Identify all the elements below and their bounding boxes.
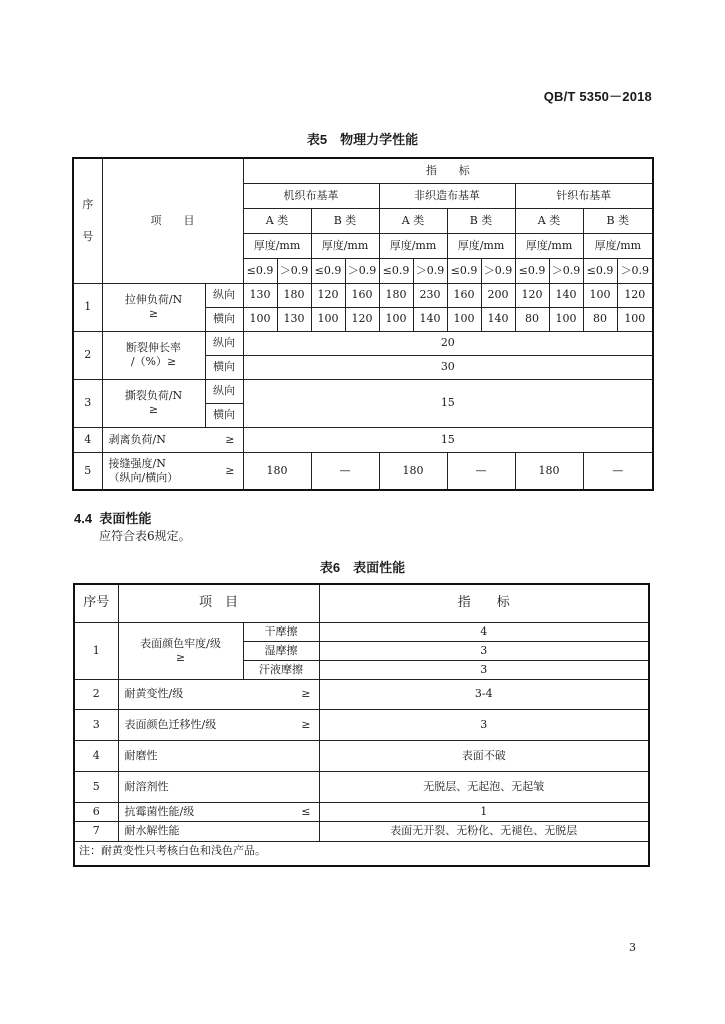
t5-row-item: 撕裂负荷/N ≥ <box>102 379 205 427</box>
t6-row-item: 抗霉菌性能/级 ≤ <box>118 802 319 821</box>
t5-range: ＞0.9 <box>413 258 447 283</box>
t6-row-item: 耐溶剂性 <box>118 771 319 802</box>
t5-class: A 类 <box>515 208 583 233</box>
standard-code: QB/T 5350－2018 <box>543 89 652 104</box>
table-row <box>73 427 653 452</box>
t6-item-header: 项 目 <box>118 584 319 622</box>
t5-cell: 15 <box>243 379 653 427</box>
t5-group-nonwoven: 非织造布基革 <box>379 183 515 208</box>
table-row <box>74 622 649 641</box>
table-row <box>73 379 653 403</box>
t6-row-item: 耐黄变性/级 ≥ <box>118 679 319 709</box>
t5-cell: 140 <box>413 307 447 331</box>
t5-direction: 横向 <box>205 355 243 379</box>
t6-row-item: 表面颜色迁移性/级 ≥ <box>118 709 319 740</box>
t6-note: 注：耐黄变性只考核白色和浅色产品。 <box>74 841 649 866</box>
t5-cell: 180 <box>515 452 583 490</box>
t5-row-no: 1 <box>73 283 102 331</box>
t5-group-knitted: 针织布基革 <box>515 183 653 208</box>
t5-cell: 130 <box>243 283 277 307</box>
t5-cell: 120 <box>617 283 653 307</box>
t5-row-no: 2 <box>73 331 102 379</box>
t5-direction: 纵向 <box>205 331 243 355</box>
t5-range: ≤0.9 <box>447 258 481 283</box>
t5-cell: 100 <box>549 307 583 331</box>
t5-row-no: 5 <box>73 452 102 490</box>
t5-range: ≤0.9 <box>379 258 413 283</box>
section-text: 应符合表6规定。 <box>99 529 191 543</box>
t5-cell: — <box>311 452 379 490</box>
t6-row-item: 表面颜色牢度/级 ≥ <box>118 622 243 679</box>
t5-cell: 30 <box>243 355 653 379</box>
table5-title: 表5 物理力学性能 <box>306 132 419 147</box>
t6-cell: 3-4 <box>319 679 649 709</box>
t6-sub-item: 湿摩擦 <box>243 641 319 660</box>
t5-row-item: 剥离负荷/N ≥ <box>102 427 243 452</box>
t5-cell: 180 <box>379 283 413 307</box>
t5-range: ≤0.9 <box>515 258 549 283</box>
t5-cell: 100 <box>447 307 481 331</box>
t6-row-no: 4 <box>74 740 118 771</box>
t5-cell: 230 <box>413 283 447 307</box>
t5-cell: 15 <box>243 427 653 452</box>
t5-cell: 100 <box>583 283 617 307</box>
t5-cell: 130 <box>277 307 311 331</box>
table-row <box>74 802 649 821</box>
table6-surface-performance <box>73 583 650 867</box>
t5-range: ＞0.9 <box>481 258 515 283</box>
t5-cell: 180 <box>243 452 311 490</box>
t5-cell: 80 <box>583 307 617 331</box>
t5-item-header: 项 目 <box>102 158 243 283</box>
table6-title: 表6 表面性能 <box>319 560 406 575</box>
t6-seq-header: 序号 <box>74 584 118 622</box>
t6-cell: 表面不破 <box>319 740 649 771</box>
table-row <box>73 283 653 307</box>
t6-cell: 4 <box>319 622 649 641</box>
t5-cell: 120 <box>345 307 379 331</box>
t6-cell: 3 <box>319 641 649 660</box>
t5-range: ＞0.9 <box>549 258 583 283</box>
t5-cell: 100 <box>311 307 345 331</box>
t5-cell: 180 <box>277 283 311 307</box>
t5-group-woven: 机织布基革 <box>243 183 379 208</box>
t5-range: ≤0.9 <box>583 258 617 283</box>
t5-range: ＞0.9 <box>345 258 379 283</box>
t6-row-no: 6 <box>74 802 118 821</box>
t6-row-no: 2 <box>74 679 118 709</box>
t5-row-no: 3 <box>73 379 102 427</box>
table-row <box>74 679 649 709</box>
t5-cell: 140 <box>549 283 583 307</box>
t6-sub-item: 汗液摩擦 <box>243 660 319 679</box>
t5-class: B 类 <box>311 208 379 233</box>
section-heading: 4.4 表面性能 <box>74 511 152 526</box>
t5-cell: 100 <box>617 307 653 331</box>
t5-row-item: 接缝强度/N （纵向/横向） ≥ <box>102 452 243 490</box>
t5-cell: 120 <box>311 283 345 307</box>
t5-seq-header: 序 号 <box>73 158 102 283</box>
t5-cell: 180 <box>379 452 447 490</box>
table-row <box>74 771 649 802</box>
t5-class: B 类 <box>447 208 515 233</box>
t5-range: ≤0.9 <box>243 258 277 283</box>
table-row <box>73 452 653 490</box>
t5-cell: 200 <box>481 283 515 307</box>
t5-cell: — <box>447 452 515 490</box>
table-row <box>74 709 649 740</box>
t5-indicator-header: 指 标 <box>243 158 653 183</box>
t5-row-no: 4 <box>73 427 102 452</box>
table-row <box>74 740 649 771</box>
t5-cell: 80 <box>515 307 549 331</box>
t5-range: ＞0.9 <box>277 258 311 283</box>
t6-row-item: 耐水解性能 <box>118 821 319 841</box>
t6-cell: 3 <box>319 660 649 679</box>
t5-cell: 120 <box>515 283 549 307</box>
t5-row-item: 断裂伸长率 /（%）≥ <box>102 331 205 379</box>
t5-direction: 横向 <box>205 307 243 331</box>
t6-cell: 无脱层、无起泡、无起皱 <box>319 771 649 802</box>
t5-range: ＞0.9 <box>617 258 653 283</box>
t6-cell: 表面无开裂、无粉化、无褪色、无脱层 <box>319 821 649 841</box>
t5-cell: 140 <box>481 307 515 331</box>
t6-cell: 1 <box>319 802 649 821</box>
t5-cell: — <box>583 452 653 490</box>
t6-cell: 3 <box>319 709 649 740</box>
t5-thickness: 厚度/mm <box>447 233 515 258</box>
t5-class: B 类 <box>583 208 653 233</box>
t5-thickness: 厚度/mm <box>379 233 447 258</box>
table-row <box>74 821 649 841</box>
t5-direction: 纵向 <box>205 283 243 307</box>
t5-range: ≤0.9 <box>311 258 345 283</box>
t5-row-item: 拉伸负荷/N ≥ <box>102 283 205 331</box>
table-row <box>73 331 653 355</box>
t5-cell: 20 <box>243 331 653 355</box>
t5-class: A 类 <box>379 208 447 233</box>
t5-class: A 类 <box>243 208 311 233</box>
t6-row-no: 3 <box>74 709 118 740</box>
t5-thickness: 厚度/mm <box>243 233 311 258</box>
t6-row-no: 7 <box>74 821 118 841</box>
t5-cell: 160 <box>447 283 481 307</box>
t5-cell: 100 <box>243 307 277 331</box>
t5-cell: 160 <box>345 283 379 307</box>
t5-thickness: 厚度/mm <box>515 233 583 258</box>
t6-row-item: 耐磨性 <box>118 740 319 771</box>
t5-direction: 纵向 <box>205 379 243 403</box>
t5-cell: 100 <box>379 307 413 331</box>
page-number: 3 <box>629 941 636 954</box>
table-row <box>74 841 649 866</box>
t5-direction: 横向 <box>205 403 243 427</box>
table5-physical-mechanical <box>72 157 654 491</box>
t6-sub-item: 干摩擦 <box>243 622 319 641</box>
t6-row-no: 5 <box>74 771 118 802</box>
t5-thickness: 厚度/mm <box>311 233 379 258</box>
t5-thickness: 厚度/mm <box>583 233 653 258</box>
t6-indicator-header: 指 标 <box>319 584 649 622</box>
t6-row-no: 1 <box>74 622 118 679</box>
